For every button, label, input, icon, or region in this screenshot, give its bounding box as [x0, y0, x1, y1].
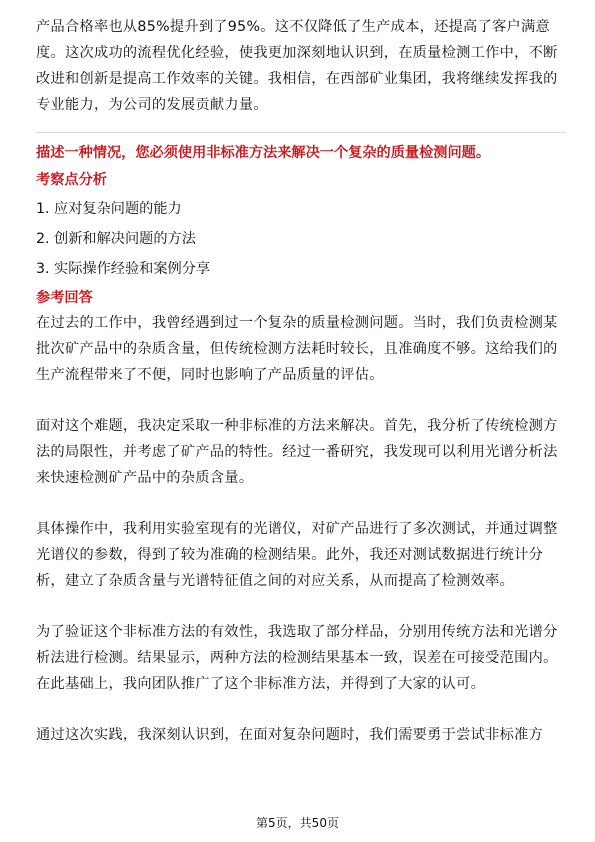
paragraph-line: 生产流程带来了不便，同时也影响了产品质量的评估。 [36, 367, 384, 383]
analysis-list [36, 194, 566, 284]
paragraph-line: 产品合格率也从85%提升到了95%。这不仅降低了生产成本，还提高了客户满意 [36, 19, 550, 35]
paragraph-line: 在此基础上，我向团队推广了这个非标准方法，并得到了大家的认可。 [36, 676, 486, 692]
answer-title: 参考回答 [36, 290, 93, 306]
intro-paragraph [36, 14, 566, 118]
section-divider [36, 132, 566, 133]
paragraph-line: 通过这次实践，我深刻认识到，在面对复杂问题时，我们需要勇于尝试非标准方 [36, 727, 544, 743]
page-number: 第5页，共50页 [256, 816, 339, 830]
paragraph-line: 面对这个难题，我决定采取一种非标准的方法来解决。首先，我分析了传统检测方 [36, 418, 558, 434]
answer-paragraph-2 [36, 413, 566, 491]
paragraph-line: 为了验证这个非标准方法的有效性，我选取了部分样品，分别用传统方法和光谱分 [36, 624, 558, 640]
answer-paragraph-3 [36, 516, 566, 594]
list-item: 3. 实际操作经验和案例分享 [36, 261, 211, 277]
analysis-title: 考察点分析 [36, 172, 107, 188]
document-page [36, 14, 566, 748]
paragraph-line: 专业能力，为公司的发展贡献力量。 [36, 97, 268, 113]
paragraph-line: 光谱仪的参数，得到了较为准确的检测结果。此外，我还对测试数据进行统计分 [36, 547, 544, 563]
paragraph-line: 改进和创新是提高工作效率的关键。我相信，在西部矿业集团，我将继续发挥我的 [36, 71, 558, 87]
paragraph-line: 析，建立了杂质含量与光谱特征值之间的对应关系，从而提高了检测效率。 [36, 573, 515, 589]
paragraph-line: 度。这次成功的流程优化经验，使我更加深刻地认识到，在质量检测工作中，不断 [36, 45, 558, 61]
paragraph-line: 批次矿产品中的杂质含量，但传统检测方法耗时较长，且准确度不够。这给我们的 [36, 341, 558, 357]
interview-question: 描述一种情况，您必须使用非标准方法来解决一个复杂的质量检测问题。 [36, 145, 491, 161]
list-item: 1. 应对复杂问题的能力 [36, 201, 182, 217]
paragraph-line: 来快速检测矿产品中的杂质含量。 [36, 470, 254, 486]
paragraph-line: 析法进行检测。结果显示，两种方法的检测结果基本一致，误差在可接受范围内。 [36, 650, 558, 666]
answer-paragraph-5 [36, 722, 566, 748]
paragraph-line: 具体操作中，我利用实验室现有的光谱仪，对矿产品进行了多次测试，并通过调整 [36, 521, 558, 537]
paragraph-line: 在过去的工作中，我曾经遇到过一个复杂的质量检测问题。当时，我们负责检测某 [36, 315, 558, 331]
answer-paragraph-1 [36, 310, 566, 388]
answer-paragraph-4 [36, 619, 566, 697]
paragraph-line: 法的局限性，并考虑了矿产品的特性。经过一番研究，我发现可以利用光谱分析法 [36, 444, 558, 460]
list-item: 2. 创新和解决问题的方法 [36, 231, 196, 247]
